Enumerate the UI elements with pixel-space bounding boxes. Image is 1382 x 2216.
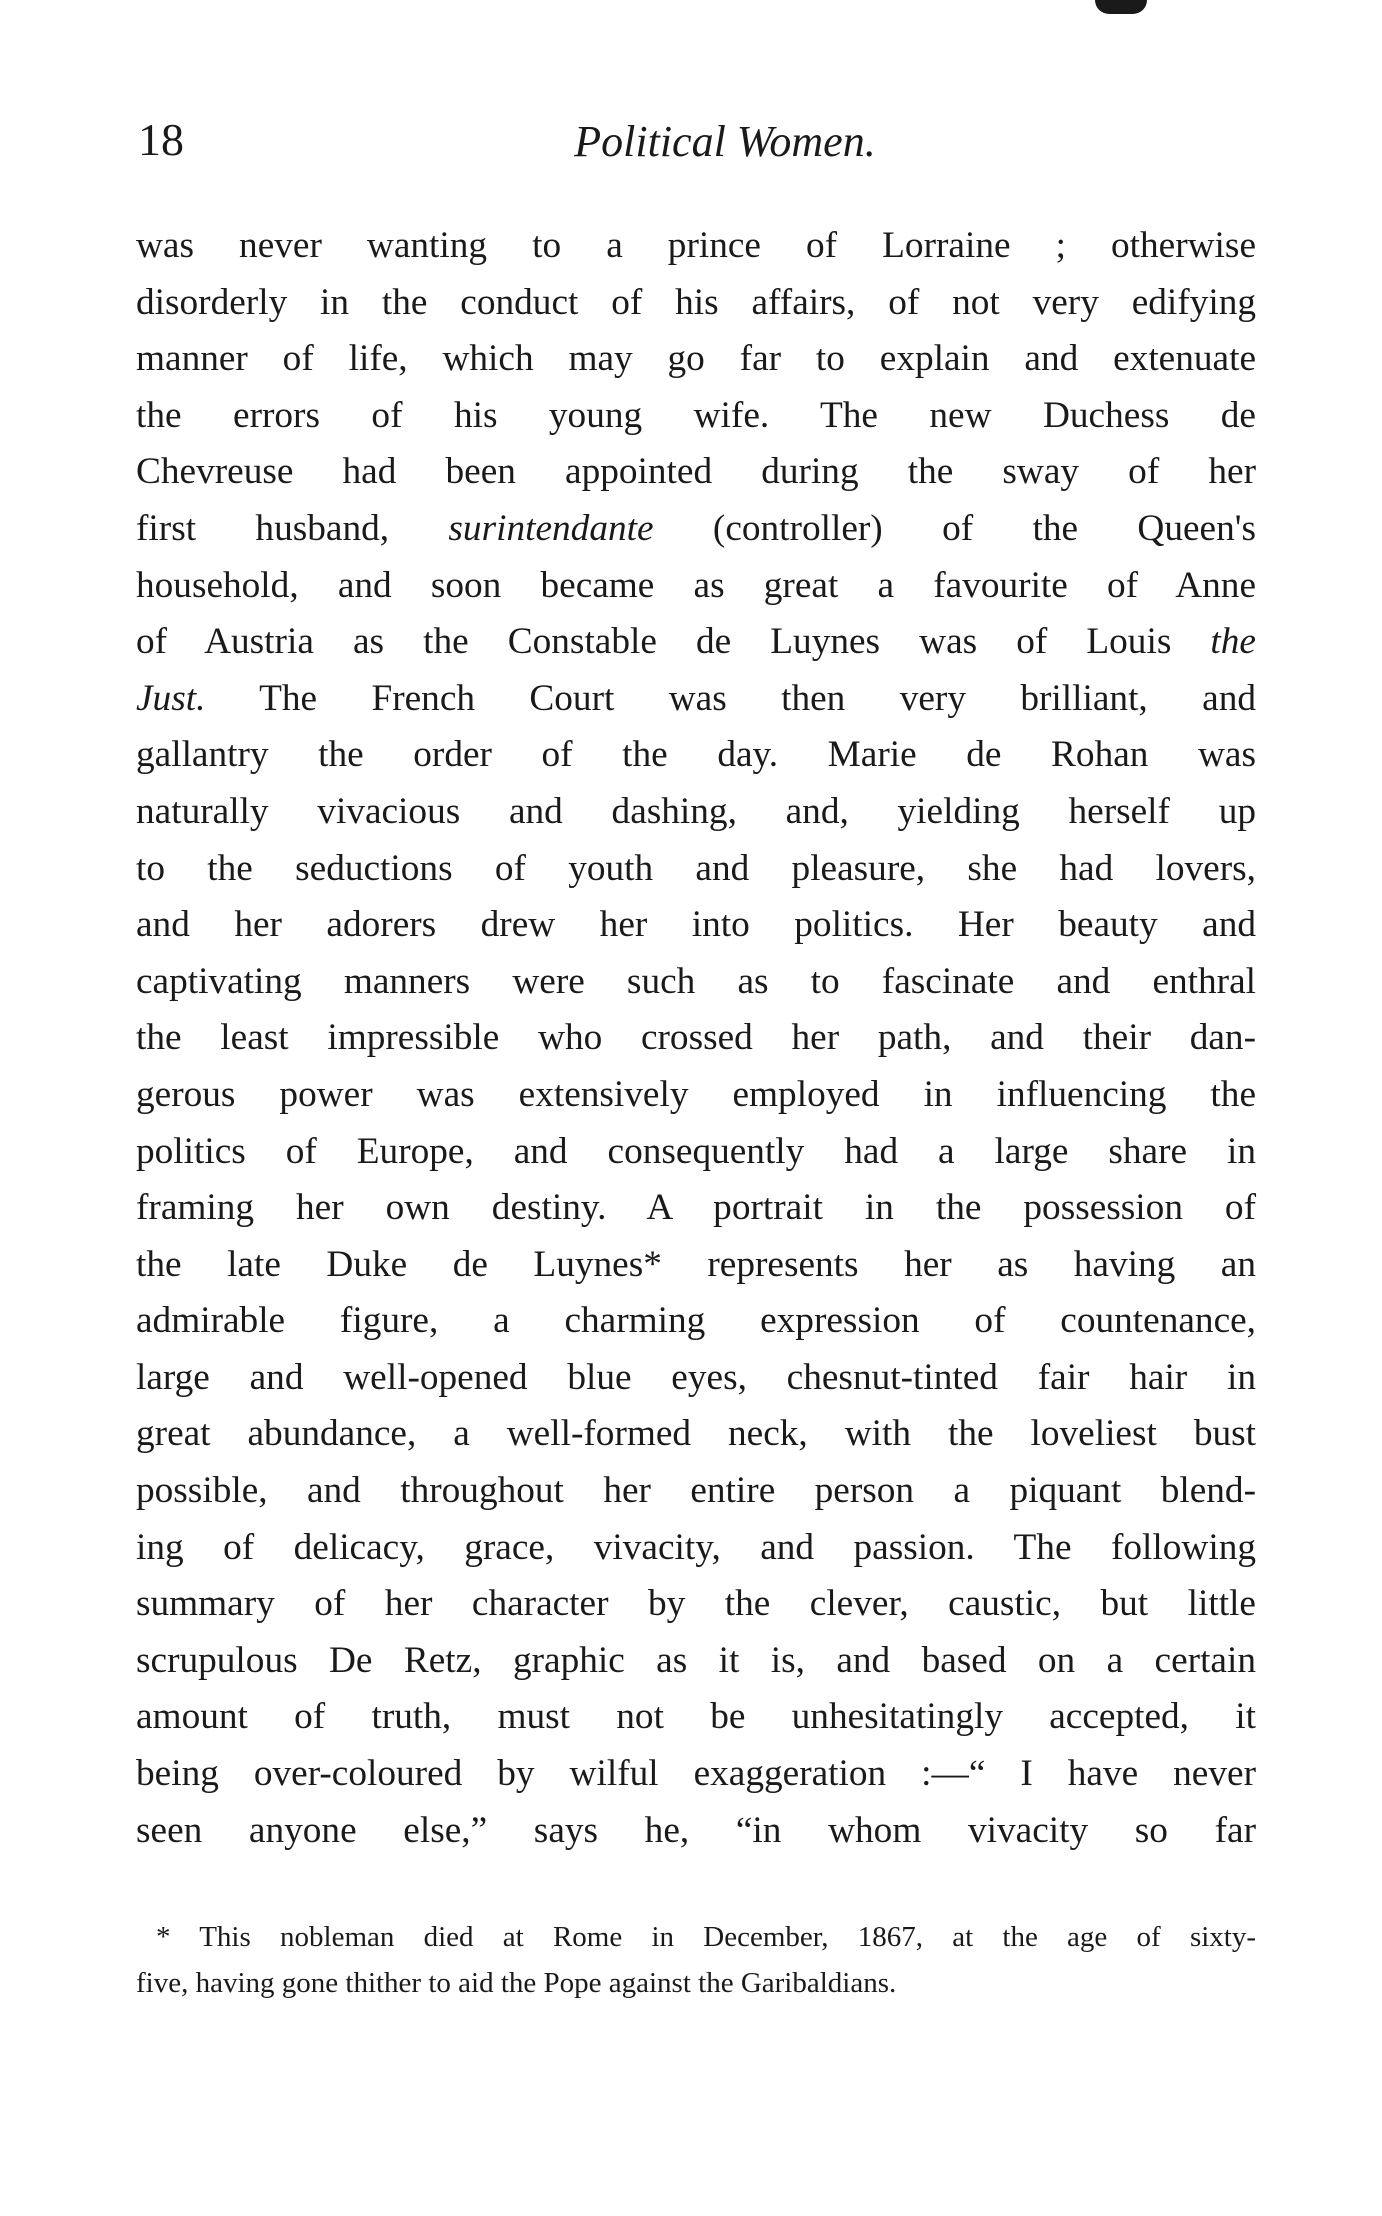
italic-text: Just.	[136, 677, 206, 719]
italic-text: the	[1210, 621, 1256, 663]
text-segment: was never wanting to a prince of Lorraine ; otherwise	[136, 225, 1256, 266]
text-segment: Chevreuse had been appointed during the sway of her	[136, 451, 1256, 493]
text-line	[136, 1180, 1256, 1237]
text-segment: framing her own destiny. A portrait in the possession of	[136, 1187, 1256, 1229]
text-line	[136, 1350, 1256, 1407]
ink-mark	[1095, 0, 1147, 14]
page-number: 18	[138, 114, 184, 165]
text-line	[136, 1463, 1256, 1520]
text-segment: amount of truth, must not be unhesitatingly accepted, it	[136, 1696, 1256, 1738]
text-segment: manner of life, which may go far to explain and extenuate	[136, 338, 1256, 380]
page-header	[130, 110, 1260, 190]
text-segment: captivating manners were such as to fascinate and enthral	[136, 960, 1256, 1002]
text-segment: admirable figure, a charming expression of countenance,	[136, 1300, 1256, 1342]
text-line	[136, 1803, 1256, 1860]
text-line	[136, 444, 1256, 501]
text-line	[136, 331, 1256, 388]
text-segment: the errors of his young wife. The new Duchess de	[136, 394, 1256, 436]
text-segment: ing of delicacy, grace, vivacity, and passion. The following	[136, 1526, 1256, 1568]
text-line	[136, 558, 1256, 615]
text-segment: politics of Europe, and consequently had a large share in	[136, 1130, 1256, 1172]
text-line	[136, 614, 1256, 671]
text-segment: large and well-opened blue eyes, chesnut-tinted fair hair in	[136, 1356, 1256, 1398]
text-line	[136, 501, 1256, 558]
text-line	[136, 671, 1256, 728]
text-line	[136, 784, 1256, 841]
text-line	[136, 218, 1256, 275]
footnote-line: * This nobleman died at Rome in December, 1867, at the age of sixty-	[156, 1921, 1256, 1953]
text-line	[136, 1406, 1256, 1463]
text-line	[136, 727, 1256, 784]
text-line	[136, 1124, 1256, 1181]
text-segment: the least impressible who crossed her path, and their dan-	[136, 1017, 1256, 1059]
text-line	[136, 388, 1256, 445]
text-segment: great abundance, a well-formed neck, with the loveliest bust	[136, 1413, 1256, 1455]
text-segment: The French Court was then very brilliant, and	[205, 677, 1256, 719]
text-segment: first husband,	[136, 507, 449, 549]
text-segment: to the seductions of youth and pleasure, she had lovers,	[136, 847, 1256, 889]
footnote-line: five, having gone thither to aid the Pope against the Garibaldians.	[136, 1967, 897, 1999]
text-line	[136, 1633, 1256, 1690]
italic-text: surintendante	[448, 507, 654, 549]
text-line	[136, 1576, 1256, 1633]
text-segment: of Austria as the Constable de Luynes was of Louis	[136, 621, 1211, 663]
footnote	[136, 1914, 1256, 2006]
text-segment: gerous power was extensively employed in influencing the	[136, 1073, 1256, 1115]
body-text	[136, 218, 1256, 1859]
text-segment: and her adorers drew her into politics. Her beauty and	[136, 904, 1256, 946]
text-segment: (controller) of the Queen's	[653, 507, 1256, 549]
text-segment: being over-coloured by wilful exaggeration :—“ I have never	[136, 1753, 1256, 1795]
text-line	[136, 1746, 1256, 1803]
running-title: Political Women.	[574, 117, 876, 166]
text-line	[136, 1520, 1256, 1577]
text-segment: naturally vivacious and dashing, and, yielding herself up	[136, 790, 1256, 832]
text-line	[136, 841, 1256, 898]
text-line	[136, 1010, 1256, 1067]
text-line	[136, 897, 1256, 954]
text-segment: possible, and throughout her entire person a piquant blend-	[136, 1470, 1256, 1512]
text-segment: gallantry the order of the day. Marie de Rohan was	[136, 734, 1256, 776]
text-segment: disorderly in the conduct of his affairs, of not very edifying	[136, 281, 1256, 323]
text-line	[136, 1689, 1256, 1746]
text-segment: seen anyone else,” says he, “in whom vivacity so far	[136, 1809, 1256, 1851]
text-line	[136, 954, 1256, 1011]
text-segment: the late Duke de Luynes* represents her as having an	[136, 1243, 1256, 1285]
text-segment: summary of her character by the clever, caustic, but little	[136, 1583, 1256, 1625]
text-segment: household, and soon became as great a favourite of Anne	[136, 564, 1256, 606]
text-line	[136, 1067, 1256, 1124]
text-line	[136, 1237, 1256, 1294]
text-segment: scrupulous De Retz, graphic as it is, and based on a certain	[136, 1639, 1256, 1681]
text-line	[136, 1293, 1256, 1350]
text-line	[136, 275, 1256, 332]
